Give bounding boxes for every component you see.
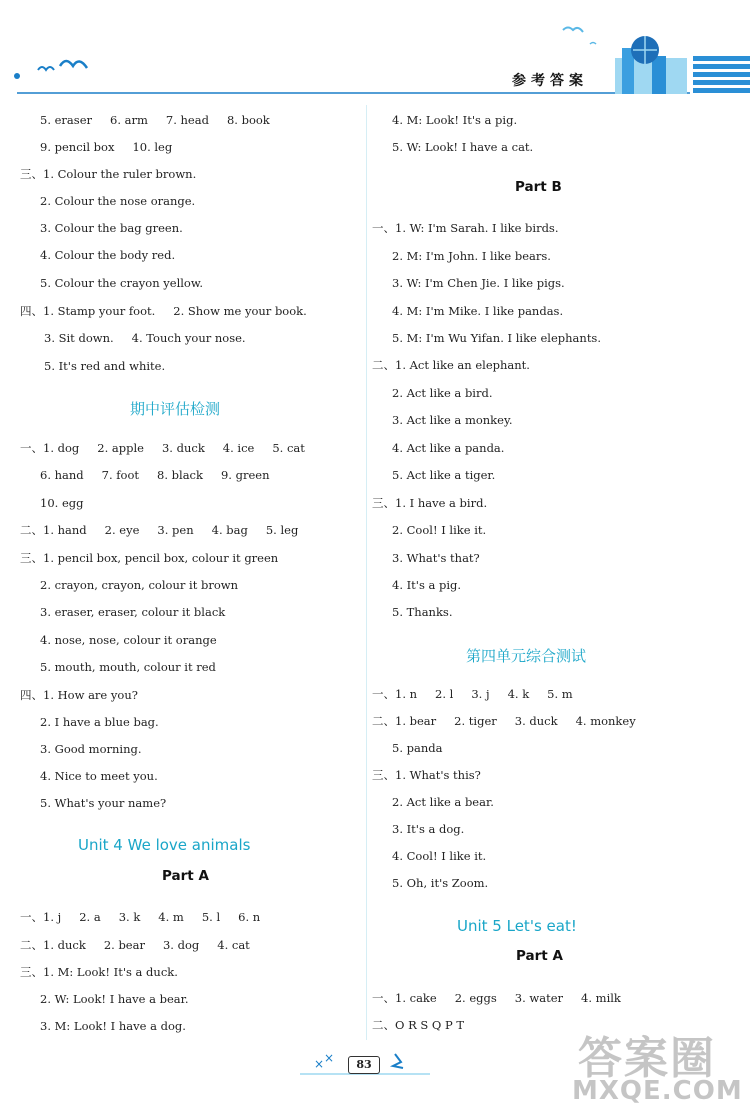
answer-item: 5. What's your name?	[40, 796, 167, 810]
answer-line	[40, 992, 189, 1006]
answer-line	[40, 578, 238, 592]
answer-line	[392, 605, 453, 619]
answer-item: 四、1. How are you?	[20, 688, 138, 702]
answer-line	[392, 523, 486, 537]
answer-line	[40, 221, 183, 235]
answer-item: 二、1. duck	[20, 938, 86, 952]
answer-item: 一、1. W: I'm Sarah. I like birds.	[372, 221, 559, 235]
answer-item: 3. Good morning.	[40, 742, 142, 756]
answer-line	[40, 1019, 186, 1033]
section-title: Unit 5 Let's eat!	[457, 917, 577, 935]
answer-line	[20, 441, 305, 455]
answer-item: 一、1. cake	[372, 991, 437, 1005]
answer-line	[44, 359, 165, 373]
answer-item: 4. Cool! I like it.	[392, 849, 487, 863]
answer-line	[20, 910, 260, 924]
answer-item: 2. apple	[97, 441, 144, 455]
answer-item: 5. eraser	[40, 113, 92, 127]
column-divider	[366, 105, 367, 1040]
answer-line	[40, 769, 158, 783]
answer-line	[20, 965, 178, 979]
answer-item: 3. W: I'm Chen Jie. I like pigs.	[392, 276, 565, 290]
answer-item: 2. eggs	[454, 991, 497, 1005]
watermark-url: MXQE.COM	[572, 1076, 743, 1106]
answer-item: 5. cat	[272, 441, 305, 455]
answer-item: 4. m	[158, 910, 184, 924]
header-title: 参考答案	[512, 73, 588, 89]
answer-line	[40, 796, 166, 810]
answer-item: 5. Colour the crayon yellow.	[40, 276, 203, 290]
answer-item: 5. Act like a tiger.	[392, 468, 496, 482]
answer-item: 2. M: I'm John. I like bears.	[392, 249, 551, 263]
answer-item: 4. M: I'm Mike. I like pandas.	[392, 304, 564, 318]
answer-item: 二、1. bear	[372, 714, 437, 728]
answer-item: 4. Touch your nose.	[131, 331, 246, 345]
answer-line	[392, 822, 464, 836]
answer-item: 4. Nice to meet you.	[40, 769, 158, 783]
answer-item: 2. Show me your book.	[173, 304, 307, 318]
answer-line	[40, 496, 83, 510]
answer-item: 二、1. hand	[20, 523, 87, 537]
answer-item: 3. pen	[157, 523, 194, 537]
answer-item: 5. Oh, it's Zoom.	[392, 876, 489, 890]
answer-line	[392, 413, 513, 427]
answer-item: 2. a	[79, 910, 101, 924]
answer-line	[40, 633, 217, 647]
answer-item: 三、1. Colour the ruler brown.	[20, 167, 197, 181]
answer-item: 3. duck	[514, 714, 558, 728]
answer-item: 三、1. What's this?	[372, 768, 481, 782]
answer-item: 5. leg	[265, 523, 299, 537]
answer-item: 4. Act like a panda.	[392, 441, 505, 455]
answer-line	[392, 304, 563, 318]
answer-item: 9. pencil box	[40, 140, 115, 154]
answer-item: 7. foot	[101, 468, 140, 482]
answer-item: 3. j	[471, 687, 490, 701]
answer-item: 4. ice	[222, 441, 255, 455]
answer-line	[40, 194, 195, 208]
answer-item: 6. arm	[110, 113, 148, 127]
answer-item: 3. Colour the bag green.	[40, 221, 183, 235]
page-number: 83	[348, 1056, 380, 1074]
answer-item: 4. k	[507, 687, 530, 701]
answer-line	[20, 167, 196, 181]
answer-line	[40, 660, 216, 674]
answer-line	[392, 386, 493, 400]
section-title: 第四单元综合测试	[466, 647, 587, 665]
answer-item: 3. water	[514, 991, 564, 1005]
answer-item: 四、1. Stamp your foot.	[20, 304, 156, 318]
answer-item: 2. Colour the nose orange.	[40, 194, 196, 208]
answer-item: 2. Cool! I like it.	[392, 523, 487, 537]
answer-item: 一、1. j	[20, 910, 62, 924]
answer-item: 6. hand	[40, 468, 84, 482]
answer-item: 3. What's that?	[392, 551, 480, 565]
answer-line	[392, 551, 480, 565]
answer-item: 2. I have a blue bag.	[40, 715, 159, 729]
answer-item: 4. It's a pig.	[392, 578, 462, 592]
answer-line	[372, 1018, 464, 1032]
answer-item: 2. W: Look! I have a bear.	[40, 992, 189, 1006]
answer-line	[40, 605, 225, 619]
answer-line	[40, 140, 172, 154]
dot-icon	[14, 73, 20, 79]
answer-line	[392, 876, 488, 890]
answer-item: 2. tiger	[454, 714, 497, 728]
answer-item: 5. M: I'm Wu Yifan. I like elephants.	[392, 331, 601, 345]
answer-item: 5. panda	[392, 741, 443, 755]
bird-icon	[60, 61, 87, 68]
answer-item: 2. bear	[103, 938, 145, 952]
answer-line	[372, 687, 573, 701]
section-title: Unit 4 We love animals	[78, 836, 251, 854]
answer-item: 5. mouth, mouth, colour it red	[40, 660, 216, 674]
answer-line	[392, 331, 601, 345]
answer-item: 4. cat	[217, 938, 250, 952]
answer-line	[372, 768, 481, 782]
answer-item: 三、1. pencil box, pencil box, colour it green	[20, 551, 279, 565]
answer-line	[372, 714, 636, 728]
answer-item: 3. duck	[161, 441, 205, 455]
answer-item: 一、1. n	[372, 687, 418, 701]
answer-line	[392, 276, 565, 290]
answer-item: 4. M: Look! It's a pig.	[392, 113, 518, 127]
answer-item: 2. Act like a bear.	[392, 795, 494, 809]
answer-item: 6. n	[238, 910, 261, 924]
answer-item: 4. milk	[581, 991, 621, 1005]
answer-item: 2. crayon, crayon, colour it brown	[40, 578, 239, 592]
answer-item: 2. eye	[104, 523, 140, 537]
answer-line	[40, 248, 175, 262]
answer-item: 3. k	[118, 910, 141, 924]
answer-line	[392, 441, 504, 455]
answer-line	[372, 496, 487, 510]
answer-item: 5. It's red and white.	[44, 359, 166, 373]
answer-item: 3. eraser, eraser, colour it black	[40, 605, 226, 619]
svg-text:×: ×	[314, 1057, 325, 1071]
answer-item: 8. book	[226, 113, 270, 127]
section-title: 期中评估检测	[130, 400, 221, 418]
answer-line	[392, 468, 495, 482]
answer-item: 10. egg	[40, 496, 84, 510]
answer-line	[392, 578, 461, 592]
answer-line	[392, 113, 517, 127]
answer-line	[40, 113, 270, 127]
answer-line	[20, 523, 298, 537]
answer-item: 二、1. Act like an elephant.	[372, 358, 530, 372]
answer-line	[20, 688, 138, 702]
answer-item: 5. l	[201, 910, 221, 924]
part-title: Part A	[162, 868, 209, 884]
answer-line	[392, 249, 551, 263]
bird-icon	[563, 28, 583, 33]
part-title: Part B	[515, 179, 562, 195]
answer-line	[40, 468, 269, 482]
answer-line	[20, 304, 307, 318]
answer-line	[392, 140, 533, 154]
answer-line	[372, 358, 530, 372]
answer-item: 4. monkey	[575, 714, 636, 728]
watermark-logo: 答案圈	[578, 1033, 716, 1084]
answer-item: 8. black	[157, 468, 203, 482]
answer-item: 一、1. dog	[20, 441, 80, 455]
answer-line	[392, 849, 486, 863]
answer-line	[40, 715, 159, 729]
page-header	[0, 0, 750, 100]
answer-item: 4. Colour the body red.	[40, 248, 176, 262]
answer-item: 三、1. M: Look! It's a duck.	[20, 965, 178, 979]
answer-line	[20, 938, 250, 952]
answer-line	[40, 276, 203, 290]
answer-item: 3. dog	[162, 938, 200, 952]
answer-item: 9. green	[220, 468, 270, 482]
answer-item: 3. M: Look! I have a dog.	[40, 1019, 186, 1033]
answer-line	[20, 551, 278, 565]
answer-line	[40, 742, 142, 756]
answer-item: 5. W: Look! I have a cat.	[392, 140, 534, 154]
svg-text:×: ×	[324, 1051, 335, 1065]
answer-line	[392, 795, 494, 809]
answer-item: 2. l	[435, 687, 454, 701]
answer-item: 7. head	[165, 113, 209, 127]
answer-line	[44, 331, 246, 345]
answer-item: 2. Act like a bird.	[392, 386, 493, 400]
answer-item: 4. nose, nose, colour it orange	[40, 633, 217, 647]
answer-item: 三、1. I have a bird.	[372, 496, 488, 510]
answer-line	[372, 991, 621, 1005]
answer-item: 10. leg	[132, 140, 173, 154]
answer-item: 3. It's a dog.	[392, 822, 465, 836]
answer-item: 二、O R S Q P T	[372, 1018, 465, 1032]
answer-item: 5. Thanks.	[392, 605, 453, 619]
part-title: Part A	[516, 948, 563, 964]
answer-line	[392, 741, 442, 755]
pinwheel-icon	[393, 1054, 403, 1068]
watermark	[572, 1022, 742, 1112]
answer-line	[372, 221, 559, 235]
answer-item: 3. Act like a monkey.	[392, 413, 513, 427]
header-decoration	[0, 0, 750, 100]
answer-item: 3. Sit down.	[44, 331, 114, 345]
answer-item: 4. bag	[211, 523, 248, 537]
bird-icon	[38, 67, 54, 70]
answer-item: 5. m	[547, 687, 573, 701]
